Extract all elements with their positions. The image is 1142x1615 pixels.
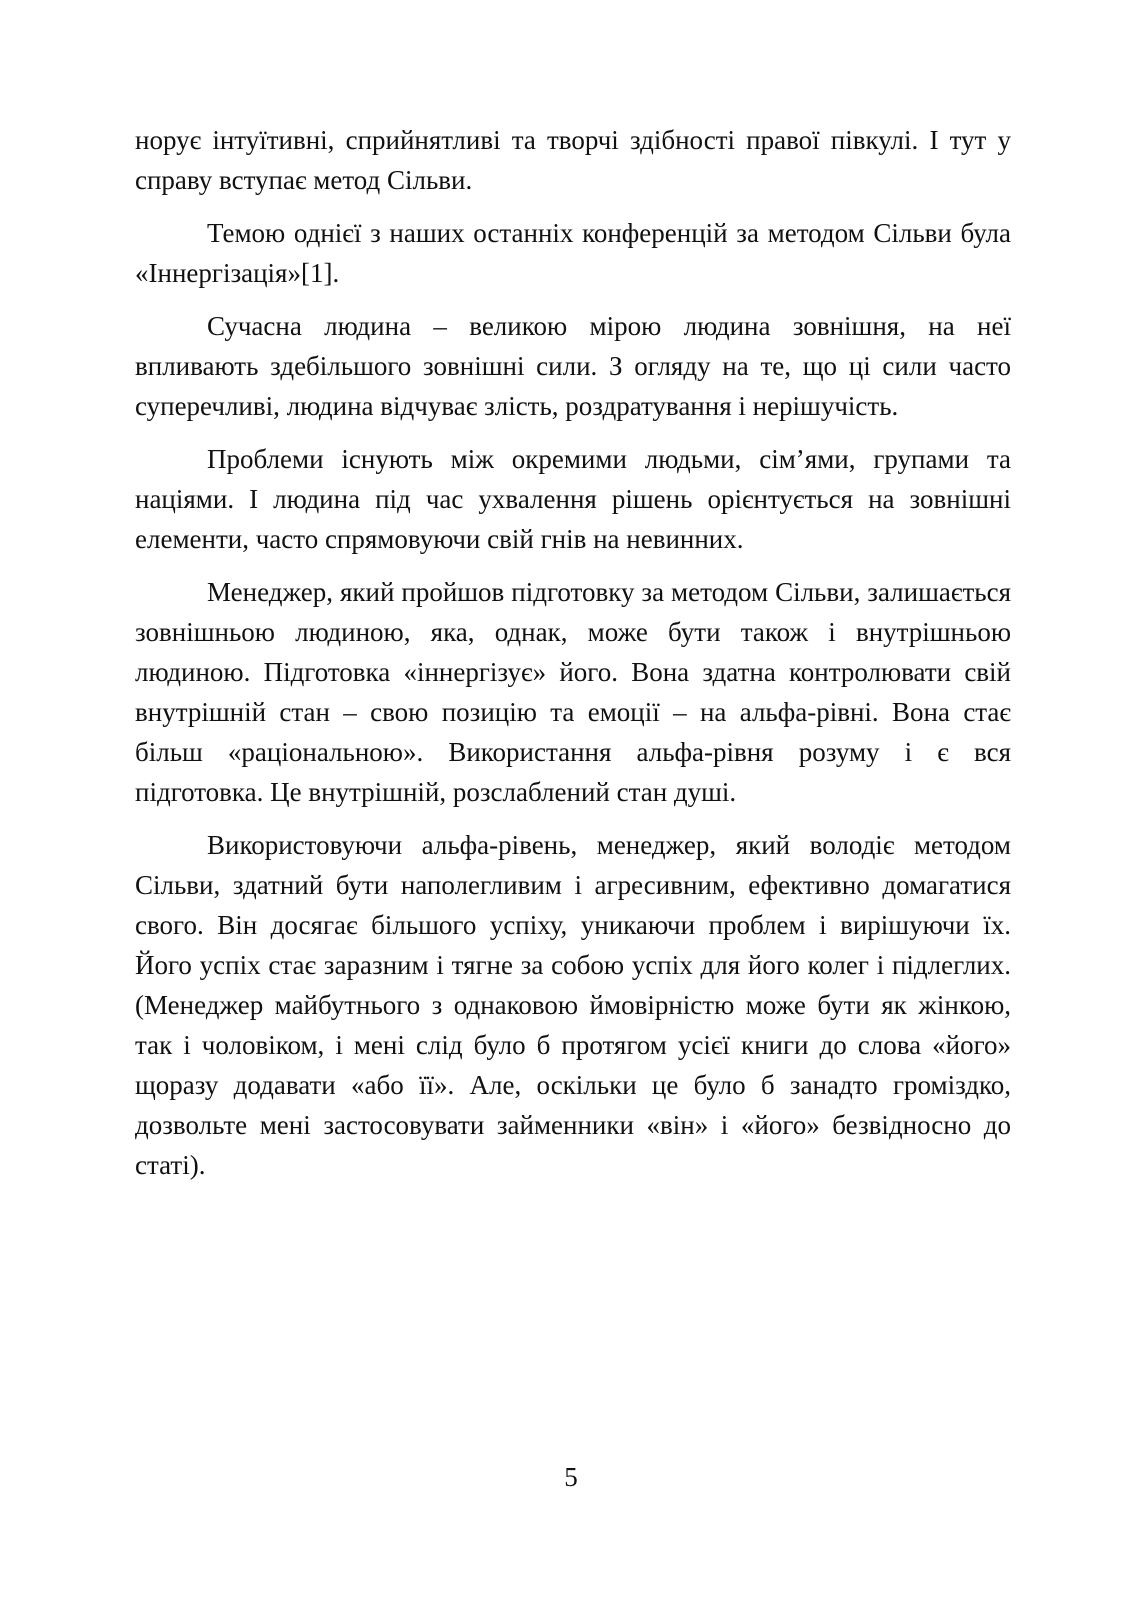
paragraph: Використовуючи альфа-рівень, менеджер, який володіє методом Сільви, здатний бути наполегливим і агресивним, ефективно домагатися свого. Він досягає більшого успіху, уникаючи проблем і вирішуючи їх. Його успіх стає заразним і тягне за собою успіх для його колег і підлеглих. (Менеджер майбутнього з однаковою ймовірністю може бути як жінкою, так і чоловіком, і мені слід було б протягом усієї книги до слова «його» щоразу додавати «або її». Але, оскільки це було б занадто громіздко, дозвольте мені застосовувати займенники «він» і «його» безвідносно до статі). (135, 830, 1011, 1180)
paragraph: Темою однієї з наших останніх конференцій за методом Сільви була «Іннергізація»[1]. (135, 218, 1011, 288)
page-number: 5 (564, 1462, 578, 1492)
paragraph: Проблеми існують між окремими людьми, сім’ями, групами та націями. І людина під час ухвалення рішень орієнтується на зовнішні елементи, часто спрямовуючи свій гнів на невинних. (135, 444, 1011, 554)
paragraph: Менеджер, який пройшов підготовку за методом Сільви, залишається зовнішньою людиною, яка, однак, може бути також і внутрішньою людиною. Підготовка «іннергізує» його. Вона здатна контролювати свій внутрішній стан – свою позицію та емоції – на альфа-рівні. Вона стає більш «раціональною». Використання альфа-рівня розуму і є вся підготовка. Це внутрішній, розслаблений стан душі. (135, 577, 1011, 807)
paragraph: норує інтуїтивні, сприйнятливі та творчі здібності правої півкулі. І тут у справу вступає метод Сільви. (135, 125, 1011, 195)
paragraph: Сучасна людина – великою мірою людина зовнішня, на неї впливають здебільшого зовнішні сили. З огляду на те, що ці сили часто суперечливі, людина відчуває злість, роздратування і нерішучість. (135, 311, 1011, 421)
text-block (135, 120, 1011, 1198)
